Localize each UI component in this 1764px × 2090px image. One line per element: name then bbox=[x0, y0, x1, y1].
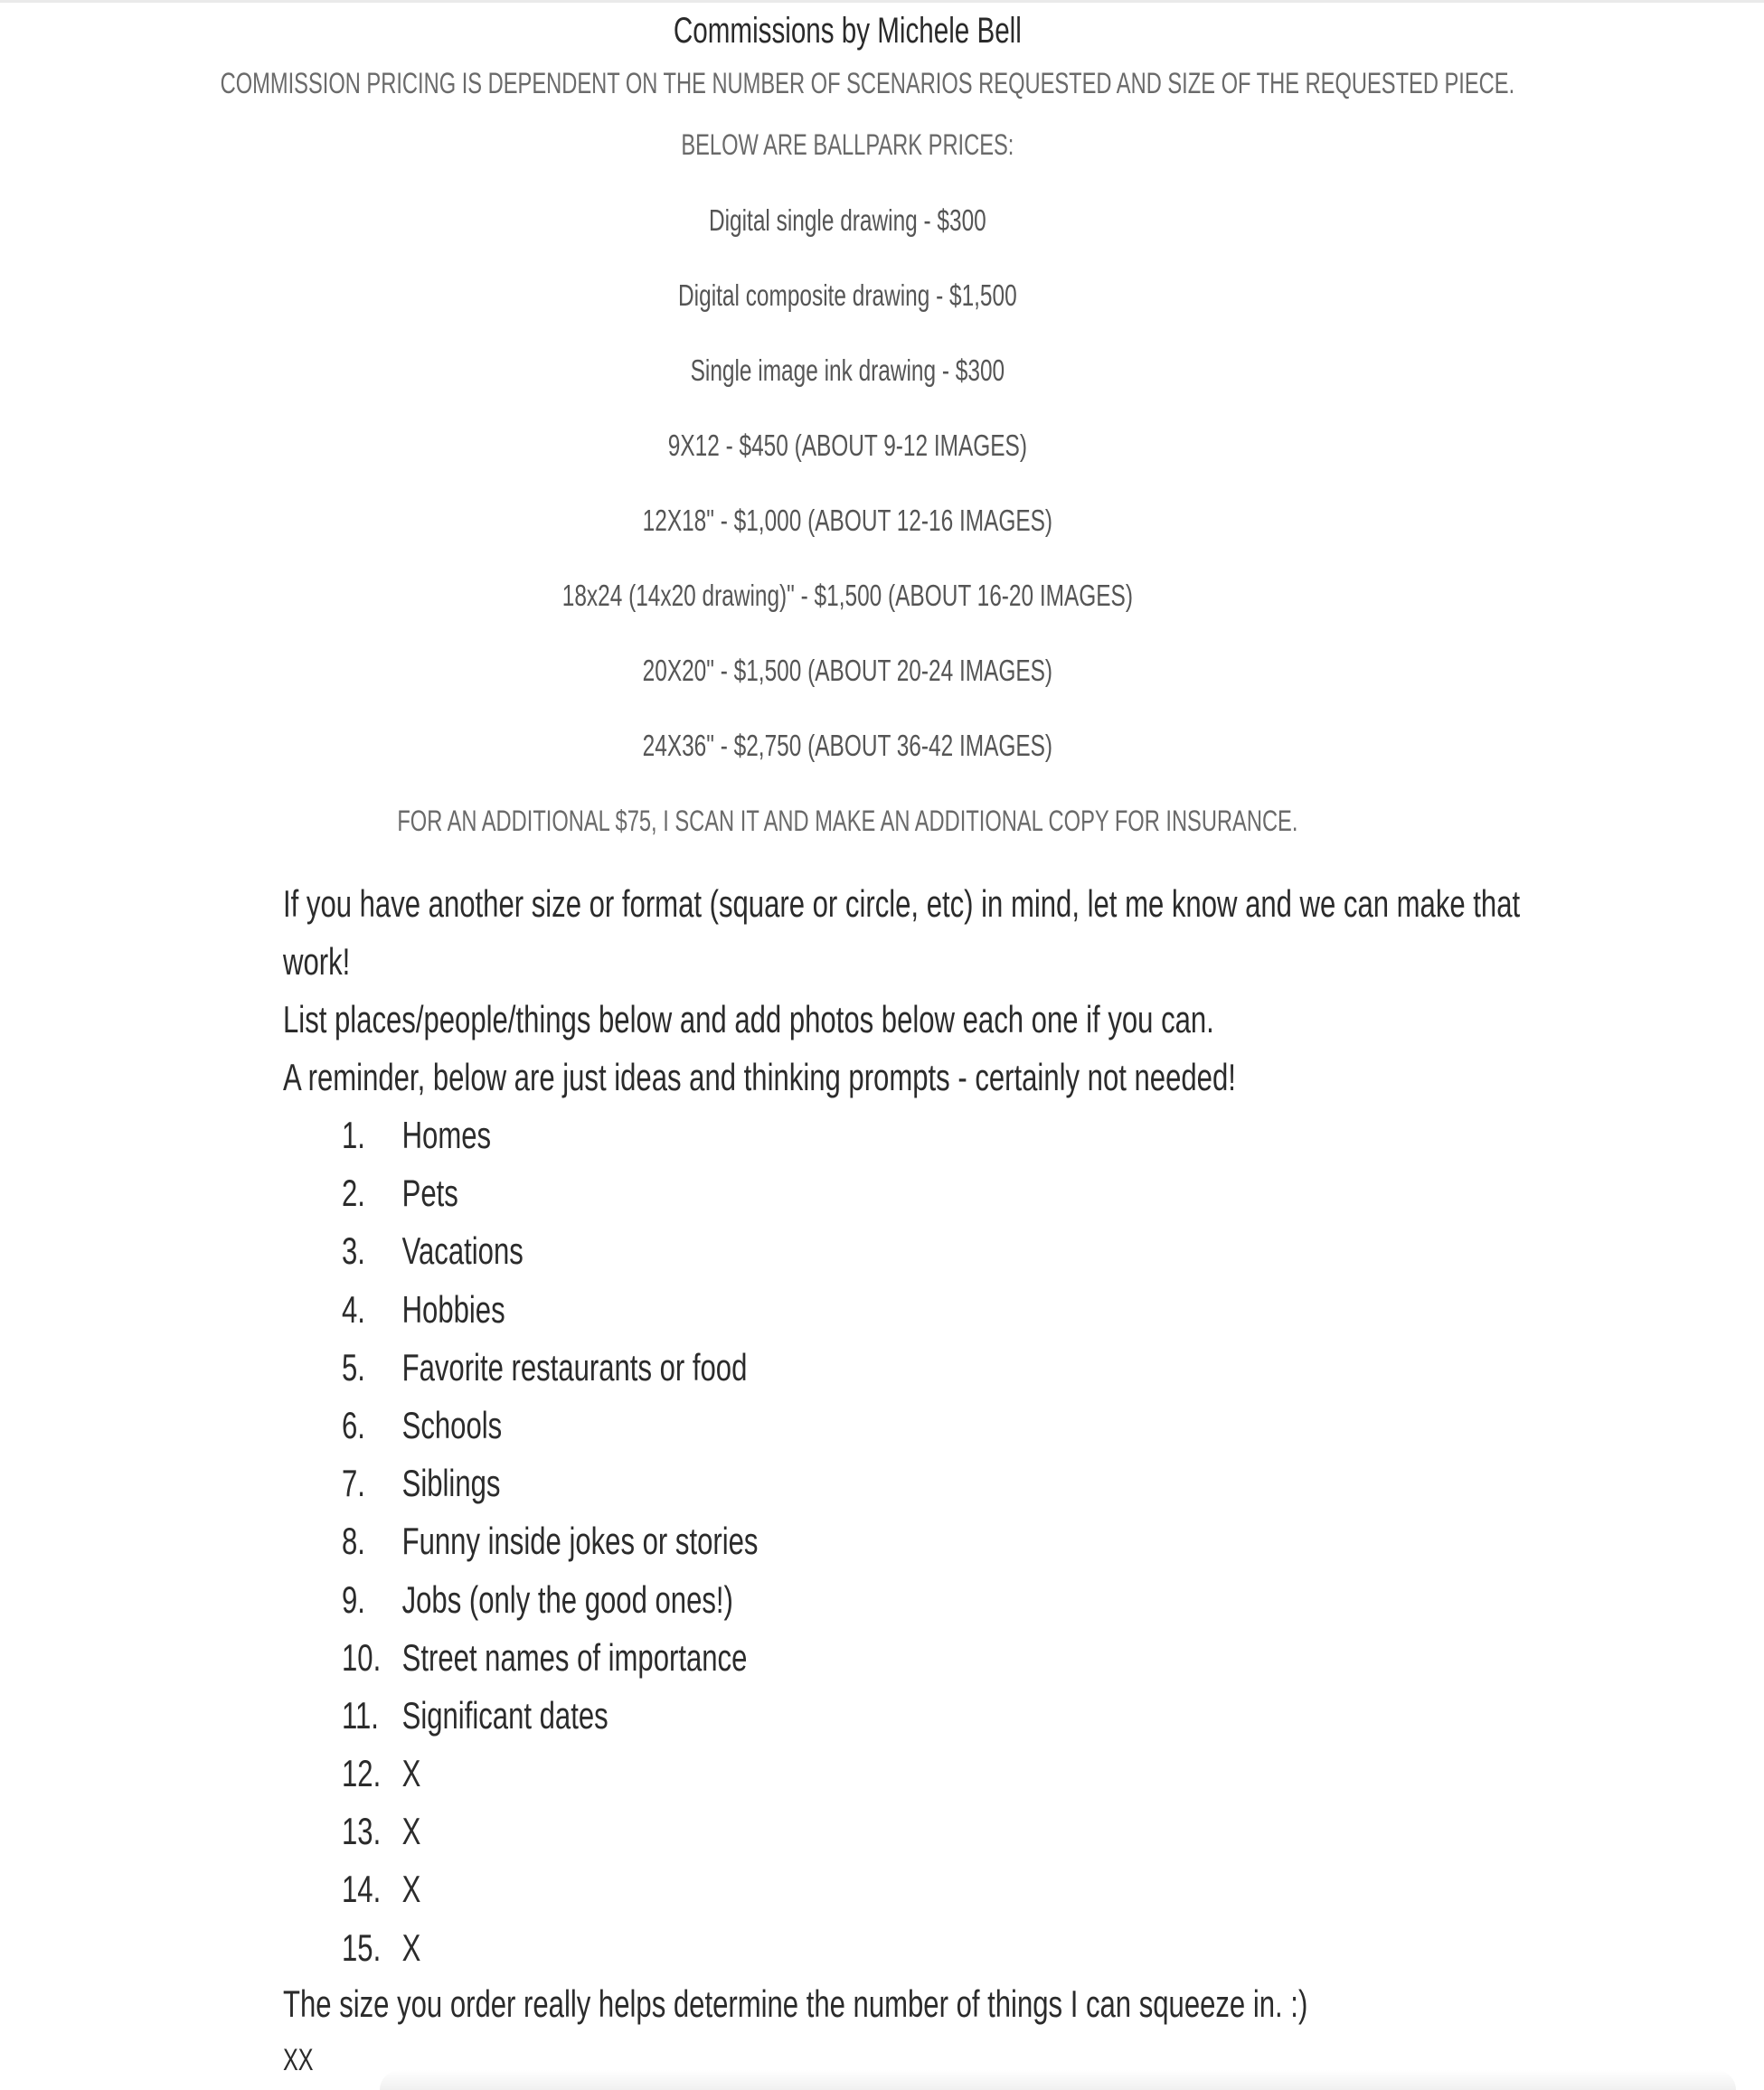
list-number: 11. bbox=[342, 1693, 379, 1737]
list-text: Favorite restaurants or food bbox=[401, 1345, 748, 1389]
list-text: X bbox=[401, 1925, 421, 1969]
list-number: 8. bbox=[342, 1520, 365, 1563]
list-number: 10. bbox=[342, 1635, 382, 1679]
price-item: 18x24 (14x20 drawing)" - $1,500 (ABOUT 16-20 IMAGES) bbox=[561, 579, 1133, 612]
list-item bbox=[342, 1404, 758, 1462]
list-item bbox=[342, 1346, 758, 1404]
list-number: 6. bbox=[342, 1403, 365, 1446]
list-text: Jobs (only the good ones!) bbox=[401, 1577, 733, 1621]
list-number: 4. bbox=[342, 1287, 365, 1331]
other-size-paragraph-continued: work! bbox=[283, 940, 351, 983]
list-text: Schools bbox=[401, 1403, 503, 1446]
price-item: 9X12 - $450 (ABOUT 9-12 IMAGES) bbox=[667, 428, 1027, 462]
pricing-intro: COMMISSION PRICING IS DEPENDENT ON THE NUMBER OF SCENARIOS REQUESTED AND SIZE OF THE REQUESTED PIECE. bbox=[220, 67, 1515, 99]
list-text: X bbox=[401, 1810, 421, 1853]
top-border bbox=[0, 0, 1764, 3]
list-text: Significant dates bbox=[401, 1693, 608, 1737]
page-title: Commissions by Michele Bell bbox=[673, 11, 1022, 51]
list-text: X bbox=[401, 1868, 421, 1911]
list-item bbox=[342, 1694, 758, 1752]
bottom-fade bbox=[380, 2070, 1736, 2090]
list-number: 15. bbox=[342, 1925, 382, 1969]
list-item bbox=[342, 1578, 758, 1636]
list-item bbox=[342, 1172, 758, 1229]
list-item bbox=[342, 1810, 758, 1868]
list-text: Vacations bbox=[401, 1229, 524, 1273]
list-instructions: List places/people/things below and add photos below each one if you can. bbox=[283, 998, 1214, 1040]
list-number: 1. bbox=[342, 1114, 365, 1156]
list-number: 7. bbox=[342, 1462, 365, 1505]
other-size-paragraph: If you have another size or format (square or circle, etc) in mind, let me know and we can make that bbox=[283, 882, 1521, 925]
reminder-text: A reminder, below are just ideas and thinking prompts - certainly not needed! bbox=[283, 1056, 1236, 1098]
list-item bbox=[342, 1229, 758, 1287]
list-text: Siblings bbox=[401, 1462, 501, 1505]
closing-text: The size you order really helps determine the number of things I can squeeze in. :) bbox=[283, 1982, 1308, 2025]
list-text: Funny inside jokes or stories bbox=[401, 1520, 759, 1563]
list-item bbox=[342, 1462, 758, 1520]
list-number: 13. bbox=[342, 1810, 382, 1853]
signoff: XX bbox=[283, 2043, 314, 2077]
list-item bbox=[342, 1868, 758, 1925]
ideas-list bbox=[342, 1114, 904, 1984]
list-number: 2. bbox=[342, 1172, 365, 1215]
price-item: 20X20" - $1,500 (ABOUT 20-24 IMAGES) bbox=[642, 654, 1053, 687]
list-text: Pets bbox=[401, 1172, 458, 1215]
list-number: 3. bbox=[342, 1229, 365, 1273]
list-text: Hobbies bbox=[401, 1287, 505, 1331]
ballpark-heading: BELOW ARE BALLPARK PRICES: bbox=[681, 128, 1014, 161]
list-text: Street names of importance bbox=[401, 1635, 748, 1679]
list-item bbox=[342, 1926, 758, 1984]
insurance-note: FOR AN ADDITIONAL $75, I SCAN IT AND MAKE AN ADDITIONAL COPY FOR INSURANCE. bbox=[397, 805, 1298, 837]
list-text: X bbox=[401, 1752, 421, 1795]
list-number: 9. bbox=[342, 1577, 365, 1621]
list-item bbox=[342, 1520, 758, 1577]
price-item: Single image ink drawing - $300 bbox=[690, 353, 1005, 387]
list-item bbox=[342, 1288, 758, 1346]
list-number: 14. bbox=[342, 1868, 382, 1911]
list-item bbox=[342, 1114, 758, 1172]
list-text: Homes bbox=[401, 1114, 492, 1156]
price-item: 12X18" - $1,000 (ABOUT 12-16 IMAGES) bbox=[642, 504, 1053, 537]
list-item bbox=[342, 1636, 758, 1694]
list-number: 12. bbox=[342, 1752, 382, 1795]
list-item bbox=[342, 1752, 758, 1810]
price-item: Digital composite drawing - $1,500 bbox=[678, 278, 1017, 312]
price-item: Digital single drawing - $300 bbox=[708, 203, 986, 237]
price-item: 24X36" - $2,750 (ABOUT 36-42 IMAGES) bbox=[642, 729, 1053, 762]
list-number: 5. bbox=[342, 1345, 365, 1389]
